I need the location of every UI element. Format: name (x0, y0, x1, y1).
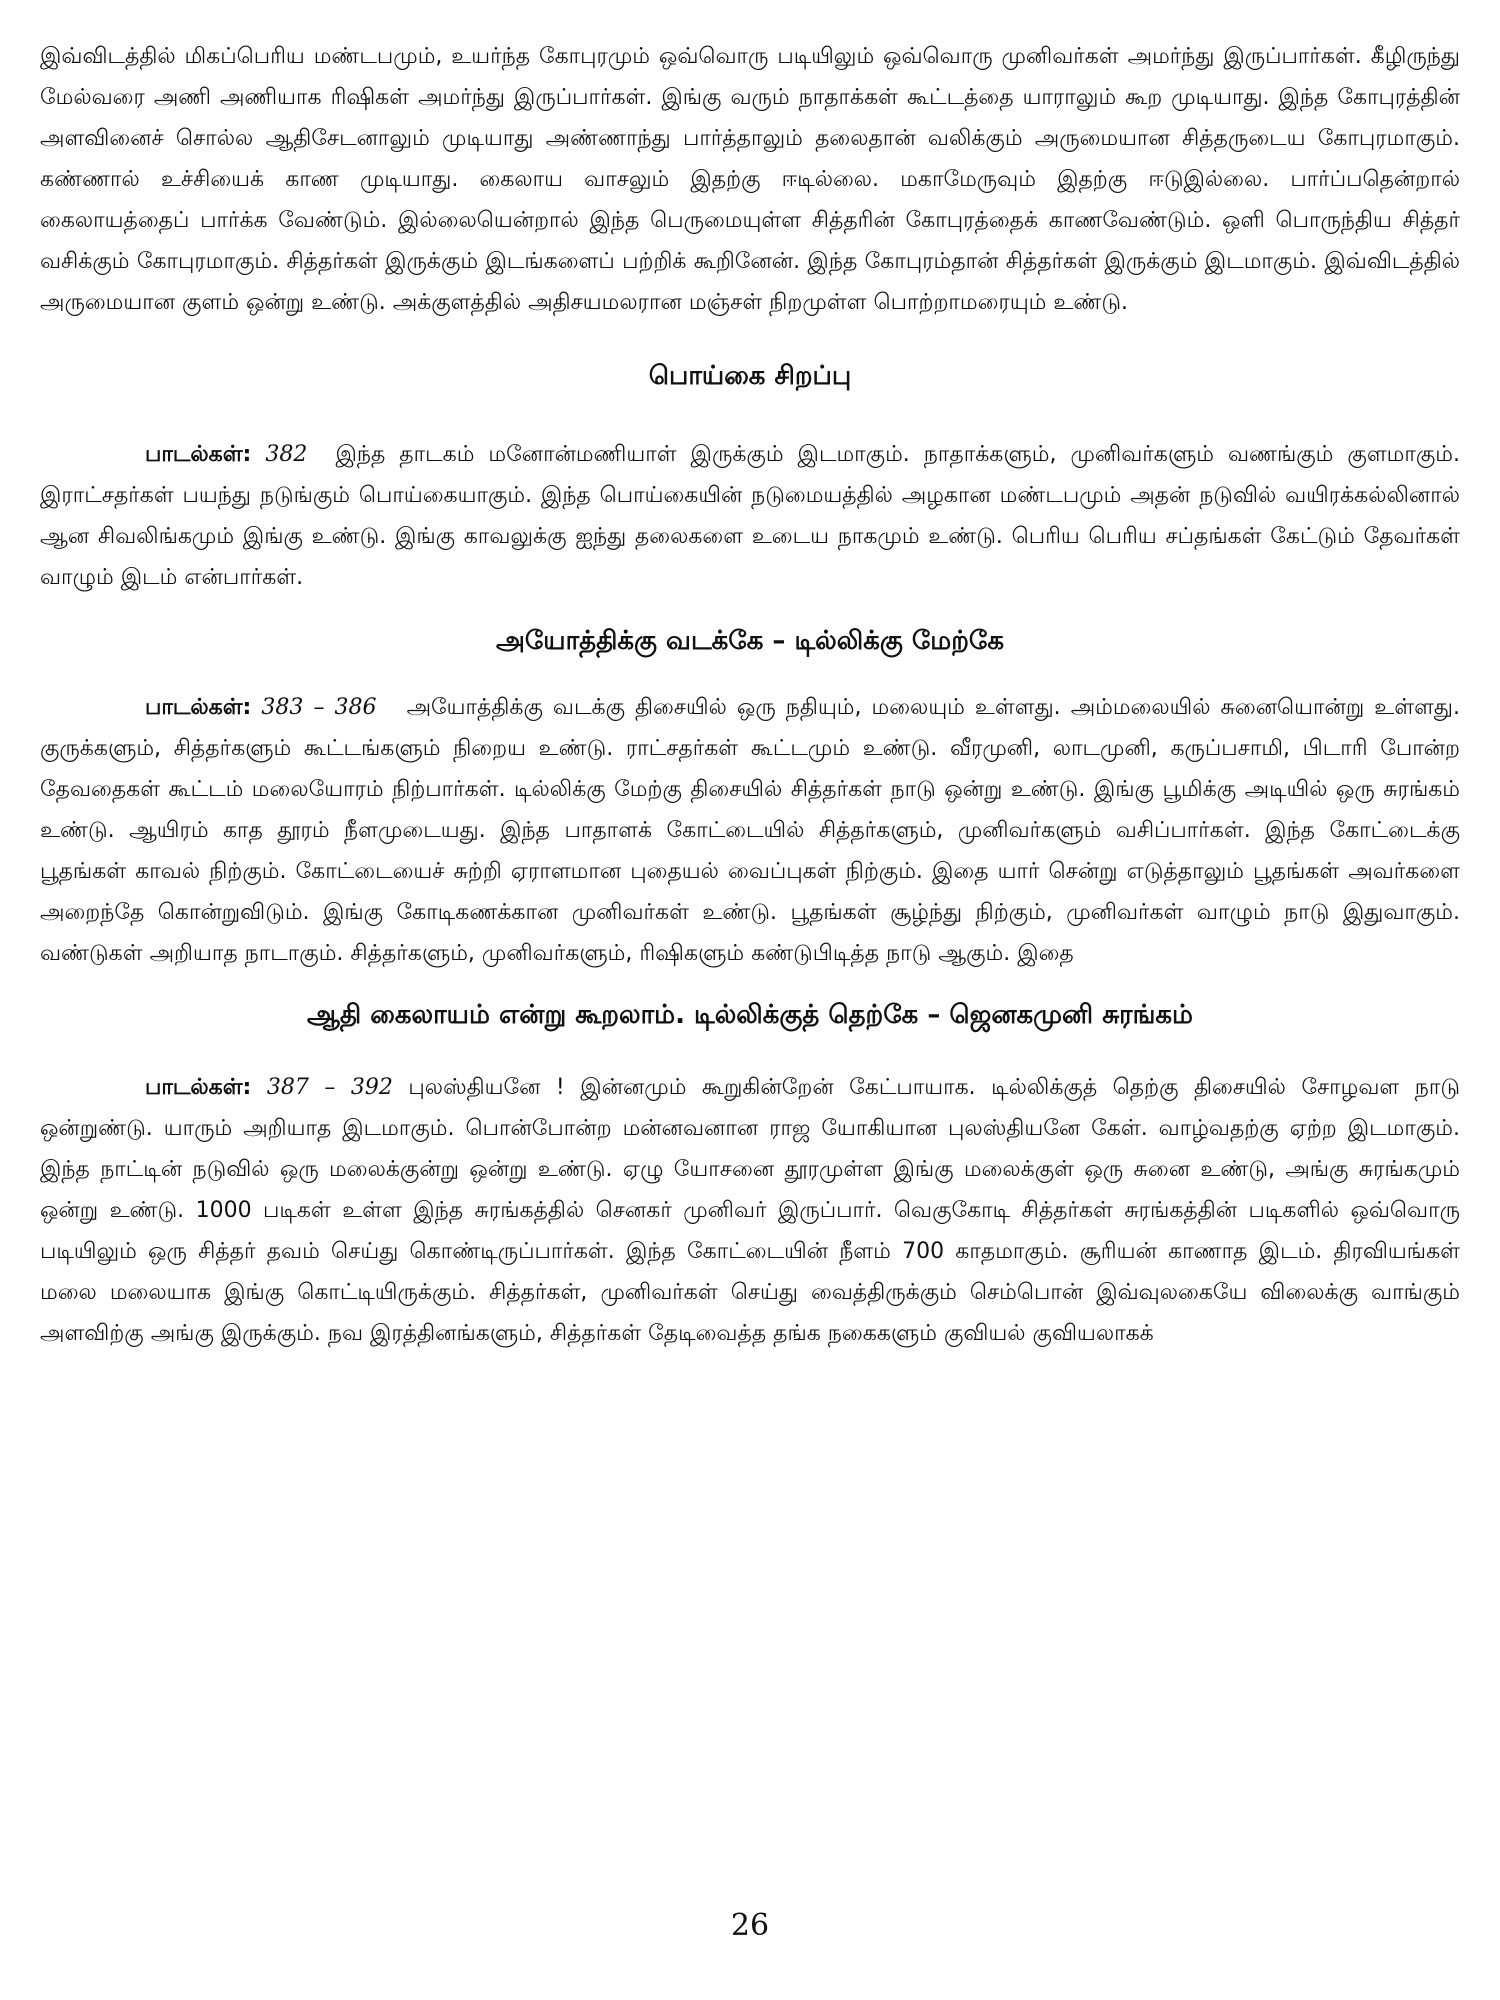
section-paragraph-1 (40, 434, 1460, 598)
verse-reference-3 (145, 1075, 393, 1100)
section-paragraph-3 (40, 1067, 1460, 1354)
page-body (40, 36, 1460, 1354)
verse-label-3: பாடல்கள்: (145, 1075, 252, 1100)
verse-reference-2 (145, 695, 376, 720)
section-text-2: அயோத்திக்கு வடக்கு திசையில் ஒரு நதியும், மலையும் உள்ளது. அம்மலையில் சுனையொன்று உள்ளது. குருக்களும், சித்தர்களும் கூட்டங்களும் நிறைய உண்டு. ராட்சதர்கள் கூட்டமும் உண்டு. வீரமுனி, லாடமுனி, கருப்பசாமி, பிடாரி போன்ற தேவதைகள் கூட்டம் மலையோரம் நிற்பார்கள். டில்லிக்கு மேற்கு திசையில் சித்தர்கள் நாடு ஒன்று உண்டு. இங்கு பூமிக்கு அடியில் ஒரு சுரங்கம் உண்டு. ஆயிரம் காத தூரம் நீளமுடையது. இந்த பாதாளக் கோட்டையில் சித்தர்களும், முனிவர்களும் வசிப்பார்கள். இந்த கோட்டைக்கு பூதங்கள் காவல் நிற்கும். கோட்டையைச் சுற்றி ஏராளமான புதையல் வைப்புகள் நிற்கும். இதை யார் சென்று எடுத்தாலும் பூதங்கள் அவர்களை அறைந்தே கொன்றுவிடும். இங்கு கோடிகணக்கான முனிவர்கள் உண்டு. பூதங்கள் சூழ்ந்து நிற்கும், முனிவர்கள் வாழும் நாடு இதுவாகும். வண்டுகள் அறியாத நாடாகும். சித்தர்களும், முனிவர்களும், ரிஷிகளும் கண்டுபிடித்த நாடு ஆகும். இதை (40, 695, 1461, 966)
verse-number-3: 387 – 392 (266, 1075, 393, 1100)
section-text-3: புலஸ்தியனே ! இன்னமும் கூறுகின்றேன் கேட்பாயாக. டில்லிக்குத் தெற்கு திசையில் சோழவள நாடு ஒன்றுண்டு. யாரும் அறியாத இடமாகும். பொன்போன்ற மன்னவனான ராஜ யோகியான புலஸ்தியனே கேள். வாழ்வதற்கு ஏற்ற இடமாகும். இந்த நாட்டின் நடுவில் ஒரு மலைக்குன்று ஒன்று உண்டு. ஏழு யோசனை தூரமுள்ள இங்கு மலைக்குள் ஒரு சுனை உண்டு, அங்கு சுரங்கமும் ஒன்று உண்டு. 1000 படிகள் உள்ள இந்த சுரங்கத்தில் செனகர் முனிவர் இருப்பார். வெகுகோடி சித்தர்கள் சுரங்கத்தின் படிகளில் ஒவ்வொரு படியிலும் ஒரு சித்தர் தவம் செய்து கொண்டிருப்பார்கள். இந்த கோட்டையின் நீளம் 700 காதமாகும். சூரியன் காணாத இடம். திரவியங்கள் மலை மலையாக இங்கு கொட்டியிருக்கும். சித்தர்கள், முனிவர்கள் செய்து வைத்திருக்கும் செம்பொன் இவ்வுலகையே விலைக்கு வாங்கும் அளவிற்கு அங்கு இருக்கும். நவ இரத்தினங்களும், சித்தர்கள் தேடிவைத்த தங்க நகைகளும் குவியல் குவியலாகக் (40, 1075, 1460, 1346)
intro-paragraph: இவ்விடத்தில் மிகப்பெரிய மண்டபமும், உயர்ந்த கோபுரமும் ஒவ்வொரு படியிலும் ஒவ்வொரு முனிவர்கள் அமர்ந்து இருப்பார்கள். கீழிருந்து மேல்வரை அணி அணியாக ரிஷிகள் அமர்ந்து இருப்பார்கள். இங்கு வரும் நாதாக்கள் கூட்டத்தை யாராலும் கூற முடியாது. இந்த கோபுரத்தின் அளவினைச் சொல்ல ஆதிசேடனாலும் முடியாது அண்ணாந்து பார்த்தாலும் தலைதான் வலிக்கும் அருமையான சித்தருடைய கோபுரமாகும். கண்ணால் உச்சியைக் காண முடியாது. கைலாய வாசலும் இதற்கு ஈடில்லை. மகாமேருவும் இதற்கு ஈடுஇல்லை. பார்ப்பதென்றால் கைலாயத்தைப் பார்க்க வேண்டும். இல்லையென்றால் இந்த பெருமையுள்ள சித்தரின் கோபுரத்தைக் காணவேண்டும். ஒளி பொருந்திய சித்தர் வசிக்கும் கோபுரமாகும். சித்தர்கள் இருக்கும் இடங்களைப் பற்றிக் கூறினேன். இந்த கோபுரம்தான் சித்தர்கள் இருக்கும் இடமாகும். இவ்விடத்தில் அருமையான குளம் ஒன்று உண்டு. அக்குளத்தில் அதிசயமலரான மஞ்சள் நிறமுள்ள பொற்றாமரையும் உண்டு. (40, 44, 1460, 315)
section-text-1: இந்த தாடகம் மனோன்மணியாள் இருக்கும் இடமாகும். நாதாக்களும், முனிவர்களும் வணங்கும் குளமாகும். இராட்சதர்கள் பயந்து நடுங்கும் பொய்கையாகும். இந்த பொய்கையின் நடுமையத்தில் அழகான மண்டபமும் அதன் நடுவில் வயிரக்கல்லினால் ஆன சிவலிங்கமும் இங்கு உண்டு. இங்கு காவலுக்கு ஐந்து தலைகளை உடைய நாகமும் உண்டு. பெரிய பெரிய சப்தங்கள் கேட்டும் தேவர்கள் வாழும் இடம் என்பார்கள். (40, 442, 1460, 590)
verse-reference-1 (145, 442, 307, 467)
page-number: 26 (730, 1908, 770, 1943)
section-heading-2: அயோத்திக்கு வடக்கே – டில்லிக்கு மேற்கே (495, 626, 1005, 656)
section-paragraph-2 (40, 687, 1460, 974)
verse-number-1: 382 (265, 442, 308, 467)
verse-number-2: 383 – 386 (261, 695, 377, 720)
section-heading-1: பொய்கை சிறப்பு (648, 361, 852, 391)
verse-label-2: பாடல்கள்: (145, 695, 252, 720)
verse-label-1: பாடல்கள்: (145, 442, 252, 467)
section-heading-3: ஆதி கைலாயம் என்று கூறலாம். டில்லிக்குத் தெற்கே – ஜெனகமுனி சுரங்கம் (307, 1000, 1193, 1030)
